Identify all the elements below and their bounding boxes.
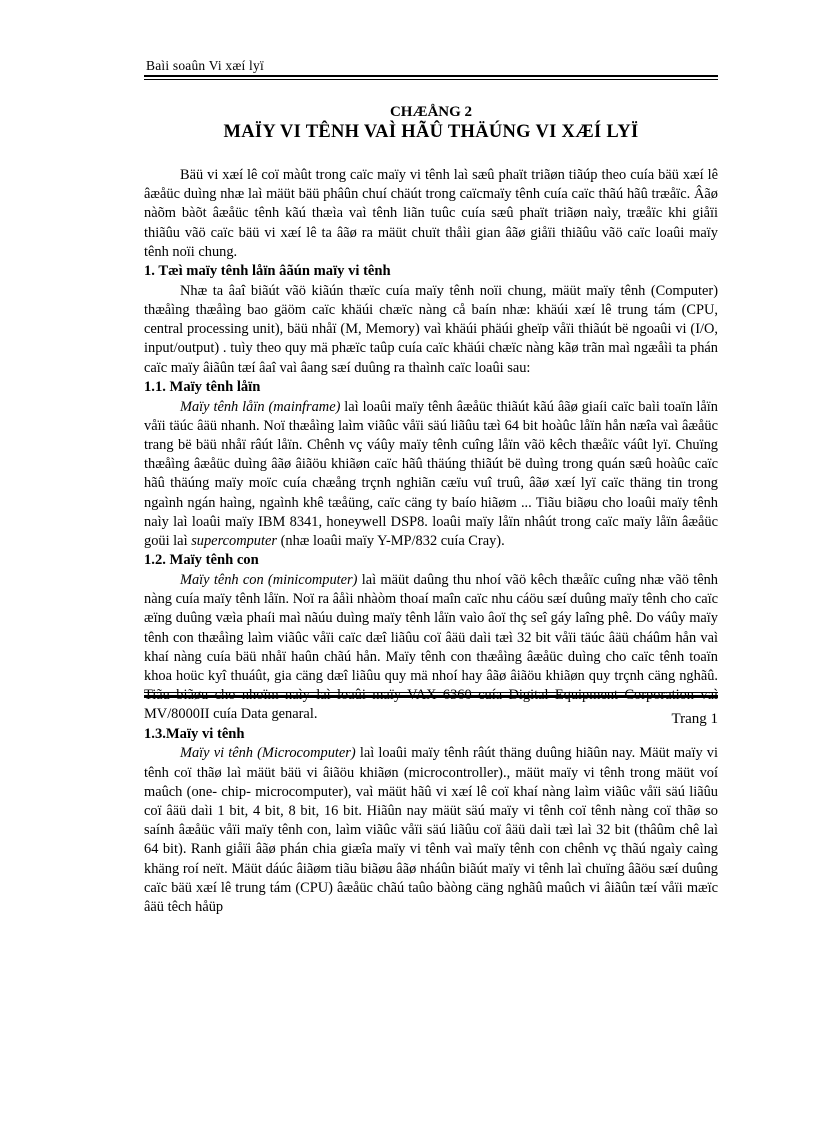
section-heading-1: 1. Tæì maïy tênh låïn âãún maïy vi tênh bbox=[144, 263, 391, 280]
term-minicomputer: Maïy tênh con (minicomputer) bbox=[180, 572, 358, 589]
intro-paragraph: Bäü vi xæí lê coï màût trong caïc maïy vi tênh laì sæû phaït triãøn tiãúp theo cuía bäü xæí lê âæåüc duìng nhæ laì mäüt bäü phâûn chuí chäút trong caïcmaïy tênh cuía caïc thãú hãû træåïc. Âãø nàõm bàõt âæåüc tênh kãú thæìa vaì tênh liãn tuûc cuía sæû phaït triãøn naìy, træåïc khi giåïi thiãûu vãö caïc bäü vi xæí lê ta âãø ra mäüt chuït thåìi gian âãø giåïi thiãûu vãö caïc loaûi maïy tênh noïi chung. bbox=[144, 167, 718, 260]
body-text bbox=[144, 166, 718, 917]
section-1-3-text: laì loaûi maïy tênh râút thäng duûng hiãûn nay. Mäüt maïy vi tênh coï thãø laì mäüt bäü vi âiãöu khiãøn (microcontroller)., mäüt maïy vi tênh trong mäüt voí maûch (one- chip- microcomputer), vaì mäüt hãû vi xæí lê coï khaí nàng laìm viãûc våïi säú liãûu coï âäü daìi 1 bit, 4 bit, 8 bit, 16 bit. Hiãûn nay mäüt säú maïy vi tênh coï tênh nàng coï thãø so saính âæåüc våïi maïy tênh con, laìm viãûc våïi säú liãûu coï âäü daìi tæì laì 32 bit (thâûm chê laì 64 bit). Ranh giåïi âãø phán chia giæîa maïy vi tênh vaì maïy tênh con chênh vç thãú ngaìy caìng khäng roí neït. Mäüt dáúc âiãøm tiãu biãøu âãø nháûn biãút maïy vi tênh laì chuïng âãöu sæí duûng caïc bäü xæí lê trung tám (CPU) âæåüc chãú taûo bàòng cäng nghãû maûch vi âiãûn tæí våïi mæïc âäü têch håüp bbox=[144, 745, 718, 916]
chapter-heading bbox=[144, 103, 718, 143]
chapter-number: CHÆÅNG 2 bbox=[389, 104, 473, 120]
section-1-1-text: laì loaûi maïy tênh âæåüc thiãút kãú âãø giaíi caïc baìi toaïn låïn våïi täúc âäü nhanh. Noï thæåìng laìm viãûc våïi säú liãûu tæì 64 bit hoàûc låïn hån næîa vaì âæåüc trang bë bäü nhåï râút låïn. Chênh vç váûy maïy tênh cuîng låïn vãö kêch thæåïc váût lyï. Chuïng thæåìng âæåüc duìng âãø âiãöu khiãøn caïc hãû thäúng thiãút bë duìng trong quán sæû hoàûc caïc hãû thäúng maïy moïc cuía chæång trçnh nghiãn cæïu vuî truû, âãø xæí lyï caïc thäng tin trong ngaình ngán haìng, ngaình khê tæåüng, caïc cäng ty baío hiãøm ... Tiãu biãøu cho loaûi maïy tênh naìy laì loaûi maïy IBM 8341, honeywell DSP8. loaûi maïy låïn nhâút trong caïc maïy låïn âæåüc goüi laì bbox=[144, 398, 718, 550]
section-1-2-paragraph bbox=[144, 571, 718, 725]
section-heading-1-1: 1.1. Maïy tênh låïn bbox=[144, 378, 261, 395]
chapter-title: MAÏY VI TÊNH VAÌ HÃÛ THÄÚNG VI XÆÍ LYÏ bbox=[223, 122, 639, 142]
running-header: Baìi soaûn Vi xæí lyï bbox=[146, 58, 264, 73]
section-heading-1-3: 1.3.Maïy vi tênh bbox=[144, 725, 245, 742]
header-rule bbox=[144, 75, 718, 80]
section-1-2-text: laì mäüt daûng thu nhoí vãö kêch thæåïc cuîng nhæ vãö tênh nàng cuía maïy tênh låïn. Noï ra âåìi nhàòm thoaí maîn caïc nhu cáöu sæí duûng maïy tênh cho caïc æïng duûng væìa phaíi maì nãúu duìng maïy tênh låïn vaìo âoï thç seî gáy laîng phê. Do váûy maïy tênh con thæåìng laìm viãûc våïi caïc dæî liãûu coï âäü daìi tæì 32 bit våïi täúc âäü cháûm hån vaì khaí nàng cuía bäü nhåï haûn chãú hån. Maïy tênh con thæåìng âæåüc duìng cho caïc tênh toaïn khoa hoüc kyî thuáût, gia cäng dæî liãûu quy mä nhoí hay âãø âiãöu khiãøn quy trçnh cäng nghãû. Tiãu biãøu cho nhoïm naìy laì loaûi maïy VAX 6360 cuía Digital Equipment Corporation vaì MV/8000II cuía Data genaral. bbox=[144, 572, 718, 723]
term-supercomputer: supercomputer bbox=[191, 533, 277, 550]
section-1-1-paragraph bbox=[144, 398, 718, 552]
page-number: Trang 1 bbox=[671, 711, 718, 727]
section-heading-1-2: 1.2. Maïy tênh con bbox=[144, 552, 259, 569]
term-mainframe: Maïy tênh låïn (mainframe) bbox=[180, 398, 341, 415]
footer-rule bbox=[144, 692, 718, 698]
term-microcomputer: Maïy vi tênh (Microcomputer) bbox=[180, 745, 356, 762]
section-1-3-paragraph bbox=[144, 744, 718, 917]
section-1-1-tail: (nhæ loaûi maïy Y-MP/832 cuía Cray). bbox=[276, 533, 505, 550]
section-1-paragraph: Nhæ ta âaî biãút vãö kiãún thæïc cuía maïy tênh noïi chung, mäüt maïy tênh (Computer) thæåìng thæåìng bao gäöm caïc khäúi chæïc nàng cå baín nhæ: khäúi xæí lê trung tám (CPU, central processing unit), bäü nhåï (M, Memory) vaì khäúi phäúi ghеïp våïi thiãút bë ngoaûi vi (I/O, input/output) . tuìy theo quy mä phæïc taûp cuía caïc khäúi chæïc nàng kãø trãn maì ngæåìi ta phán caïc maïy âiãûn tæí âaî vaì âang sæí duûng ra thaình caïc loaûi sau: bbox=[144, 282, 718, 376]
